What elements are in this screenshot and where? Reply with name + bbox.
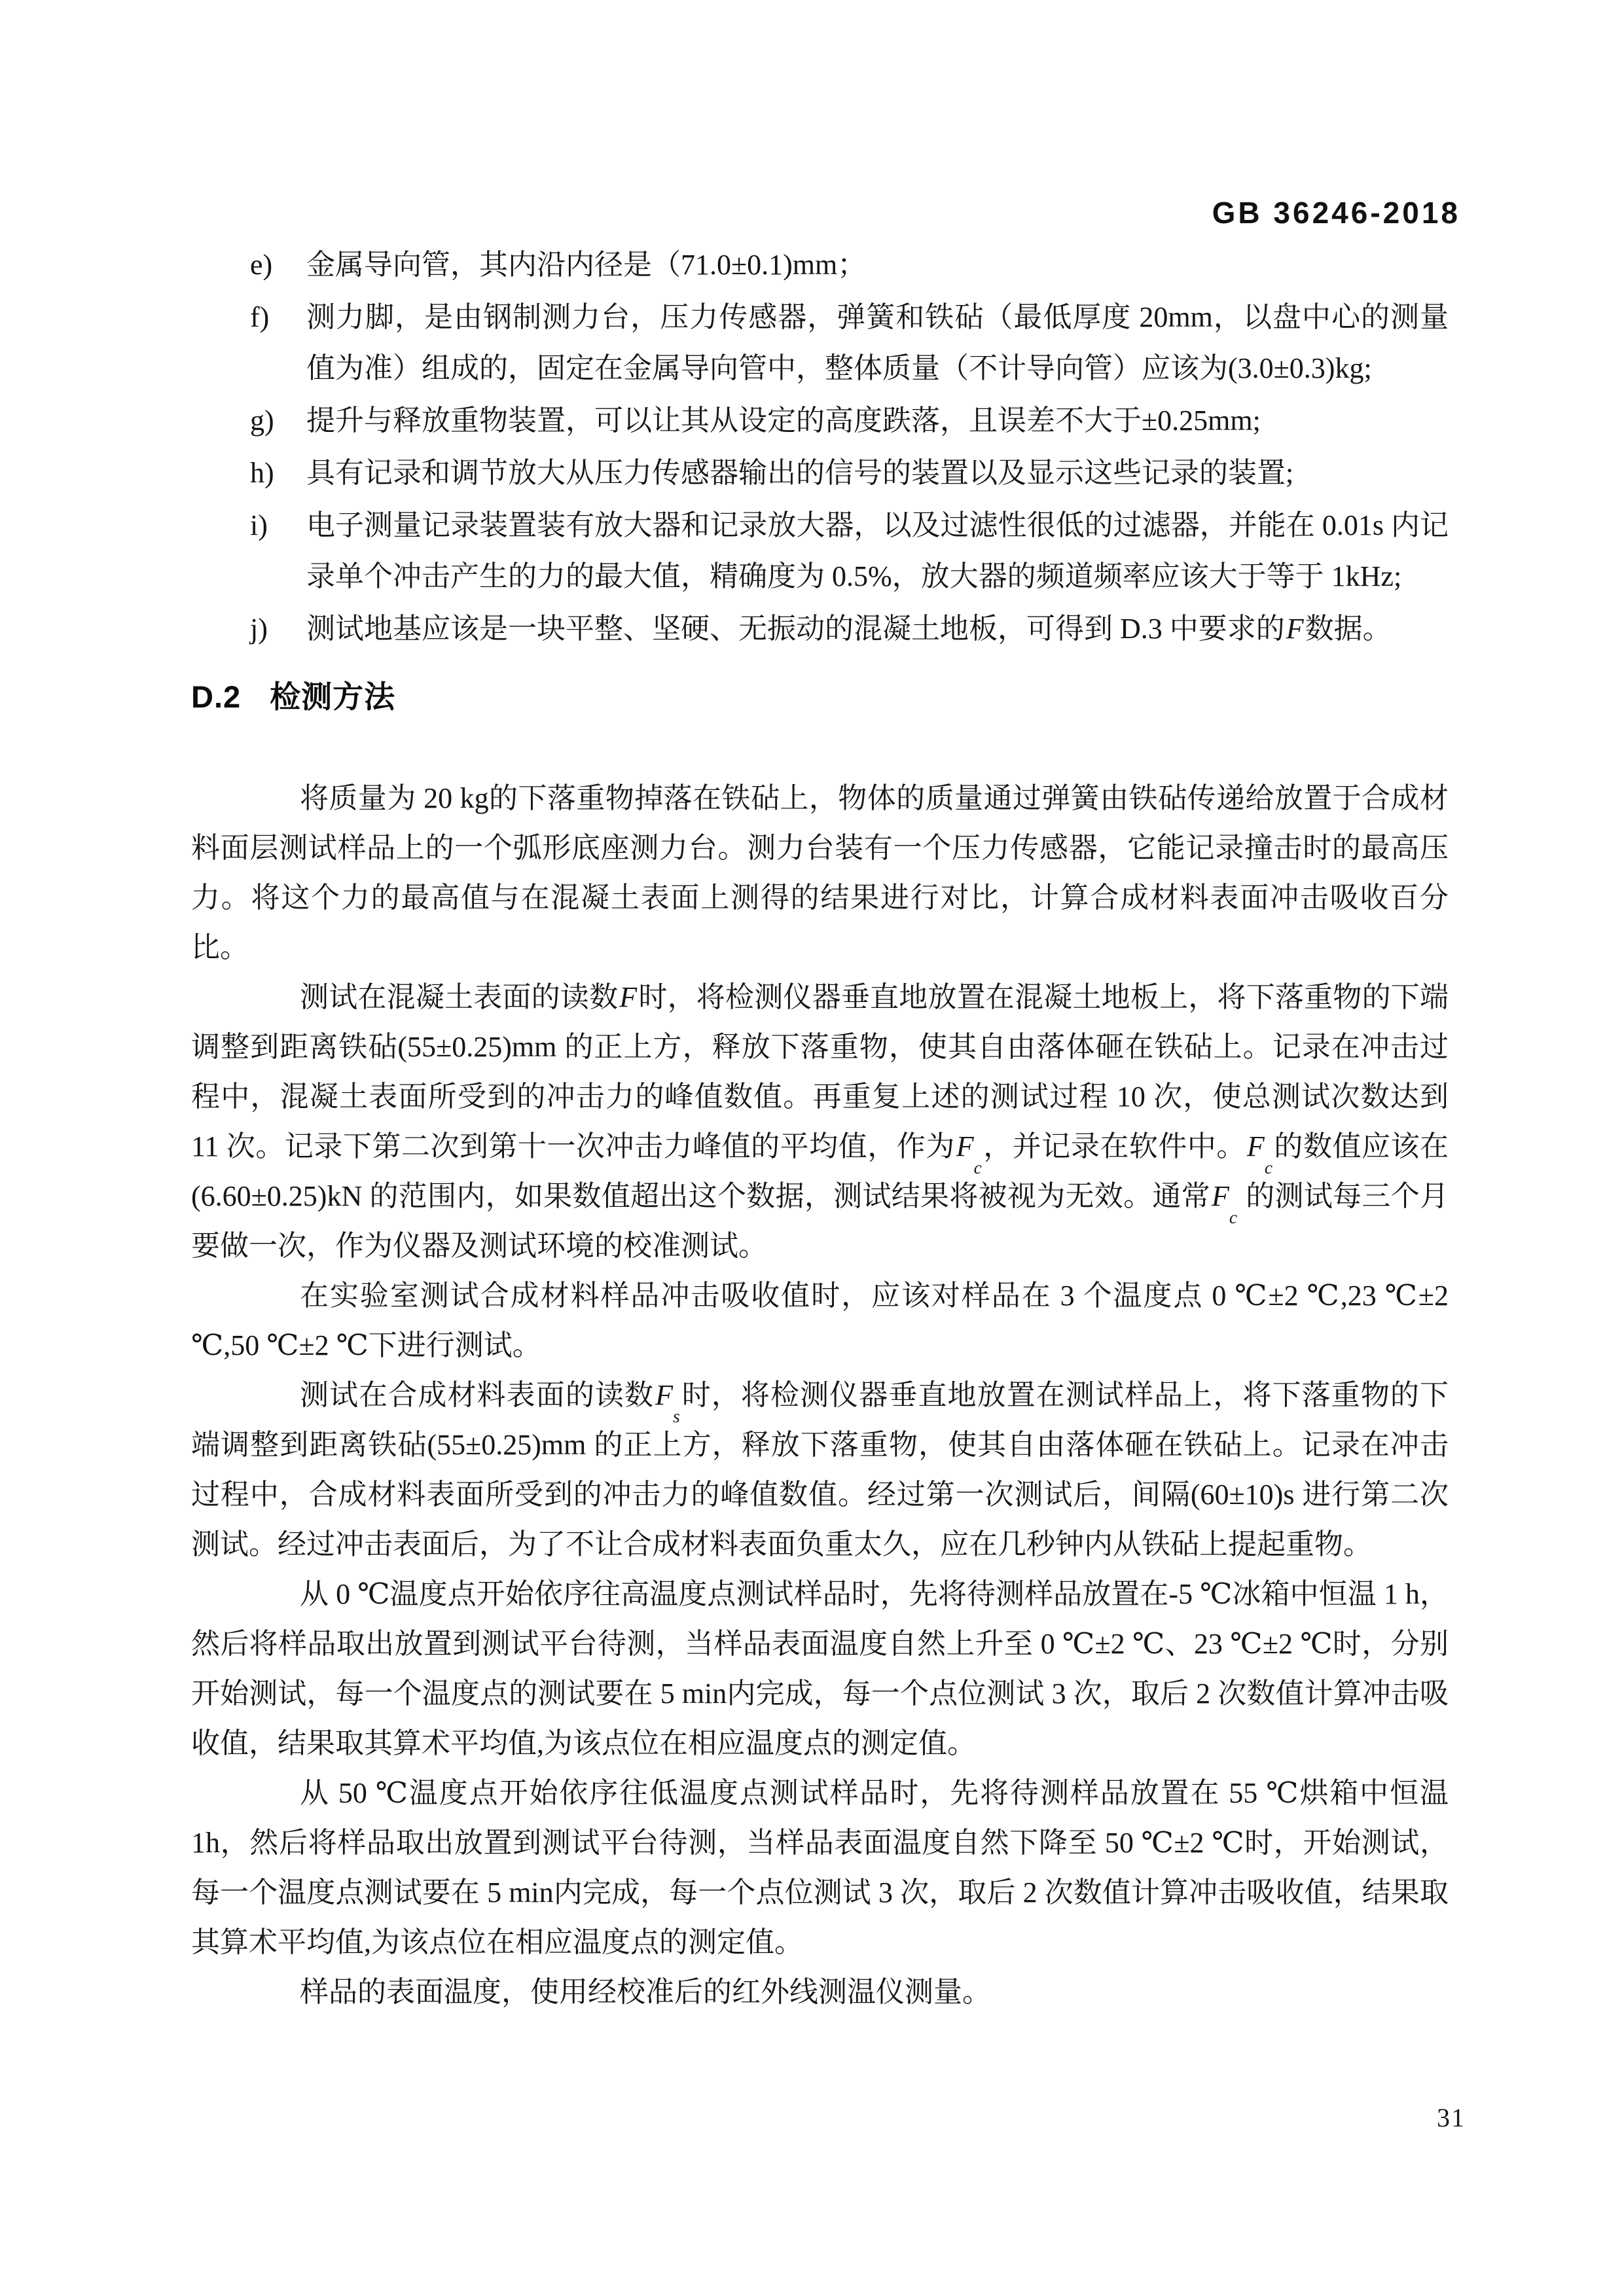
list-item-label: e): [250, 249, 273, 281]
list-item-label: h): [250, 457, 274, 489]
list-item: [191, 292, 1449, 394]
variable-subscript: c: [973, 1157, 982, 1177]
list-item-text: 提升与释放重物装置，可以让其从设定的高度跌落，且误差不大于±0.25mm;: [306, 404, 1261, 437]
paragraph: 测试在混凝土表面的读数F时，将检测仪器垂直地放置在混凝土地板上，将下落重物的下端调整到距离铁砧(55±0.25)mm 的正上方，释放下落重物，使其自由落体砸在铁砧上。记录在冲击过程中，混凝土表面所受到的冲击力的峰值数值。再重复上述的测试过程 10 次，使总测试次数达到 11 次。记录下第二次到第十一次冲击力峰值的平均值，作为$F_c$，并记录在软件中。$F_c$的数值应该在(6.60±0.25)kN 的范围内，如果数值超出这个数据，测试结果将被视为无效。通常$F_c$ 的测试每三个月要做一次，作为仪器及测试环境的校准测试。: [191, 981, 1449, 1262]
variable-subscript: c: [1229, 1207, 1237, 1227]
section-heading: [191, 677, 1449, 717]
body-paragraphs: [191, 774, 1449, 2017]
paragraph: 将质量为 20 kg的下落重物掉落在铁砧上，物体的质量通过弹簧由铁砧传递给放置于合成材料面层测试样品上的一个弧形底座测力台。测力台装有一个压力传感器，它能记录撞击时的最高压力。将这个力的最高值与在混凝土表面上测得的结果进行对比，计算合成材料表面冲击吸收百分比。: [191, 782, 1449, 963]
list-item-text: 金属导向管，其内沿内径是（71.0±0.1)mm；: [306, 249, 867, 281]
paragraph: 测试在合成材料表面的读数$F_s$时，将检测仪器垂直地放置在测试样品上，将下落重物的下端调整到距离铁砧(55±0.25)mm 的正上方，释放下落重物，使其自由落体砸在铁砧上。记录在冲击过程中，合成材料表面所受到的冲击力的峰值数值。经过第一次测试后，间隔(60±10)s 进行第二次测试。经过冲击表面后，为了不让合成材料表面负重太久，应在几秒钟内从铁砧上提起重物。: [191, 1379, 1449, 1560]
force-variable: $F_s$: [655, 1379, 680, 1426]
force-variable: F: [619, 981, 638, 1013]
list-item: [191, 395, 1449, 446]
force-variable: $F_c$: [956, 1130, 982, 1177]
paragraph: 在实验室测试合成材料样品冲击吸收值时，应该对样品在 3 个温度点 0 ℃±2 ℃,23 ℃±2 ℃,50 ℃±2 ℃下进行测试。: [191, 1280, 1449, 1361]
force-variable: F: [1286, 613, 1304, 645]
list-item-label: f): [250, 301, 270, 333]
list-item-label: g): [250, 404, 274, 437]
force-variable: $F_c$: [1246, 1130, 1272, 1177]
paragraph: 从 50 ℃温度点开始依序往低温度点测试样品时，先将待测样品放置在 55 ℃烘箱中恒温 1h，然后将样品取出放置到测试平台待测，当样品表面温度自然下降至 50 ℃±2 ℃时，开始测试，每一个温度点测试要在 5 min内完成，每一个点位测试 3 次，取后 2 次数值计算冲击吸收值，结果取其算术平均值,为该点位在相应温度点的测定值。: [191, 1777, 1449, 1958]
paragraph: 从 0 ℃温度点开始依序往高温度点测试样品时，先将待测样品放置在-5 ℃冰箱中恒温 1 h，然后将样品取出放置到测试平台待测，当样品表面温度自然上升至 0 ℃±2 ℃、23 ℃±2 ℃时，分别开始测试，每一个温度点的测试要在 5 min内完成，每一个点位测试 3 次，取后 2 次数值计算冲击吸收值，结果取其算术平均值,为该点位在相应温度点的测定值。: [191, 1578, 1449, 1759]
paragraph: 样品的表面温度，使用经校准后的红外线测温仪测量。: [300, 1976, 991, 2008]
list-item: [191, 603, 1449, 655]
list-item-label: j): [250, 613, 268, 645]
variable-subscript: s: [673, 1406, 680, 1426]
list-item: [191, 500, 1449, 602]
list-item-text: 电子测量记录装置装有放大器和记录放大器，以及过滤性很低的过滤器，并能在 0.01s 内记录单个冲击产生的力的最大值，精确度为 0.5%，放大器的频道频率应该大于等于 1kHz;: [306, 509, 1449, 592]
list-item-label: i): [250, 509, 268, 541]
section-title: 检测方法: [270, 679, 396, 714]
list-item: [191, 448, 1449, 499]
list-item: [191, 240, 1449, 291]
section-number: D.2: [191, 679, 242, 714]
list-item-text: 测试地基应该是一块平整、坚硬、无振动的混凝土地板，可得到 D.3 中要求的F数据。: [306, 613, 1392, 645]
force-variable: $F_c$: [1211, 1180, 1237, 1227]
list-item-text: 具有记录和调节放大从压力传感器输出的信号的装置以及显示这些记录的装置;: [306, 457, 1294, 489]
equipment-list: [191, 240, 1449, 655]
variable-subscript: c: [1264, 1157, 1272, 1177]
list-item-text: 测力脚，是由钢制测力台，压力传感器，弹簧和铁砧（最低厚度 20mm，以盘中心的测量值为准）组成的，固定在金属导向管中，整体质量（不计导向管）应该为(3.0±0.3)kg;: [306, 301, 1449, 384]
standard-code-header: GB 36246-2018: [1212, 196, 1460, 230]
page-content: [191, 240, 1449, 2017]
page-number: 31: [1437, 2103, 1466, 2132]
